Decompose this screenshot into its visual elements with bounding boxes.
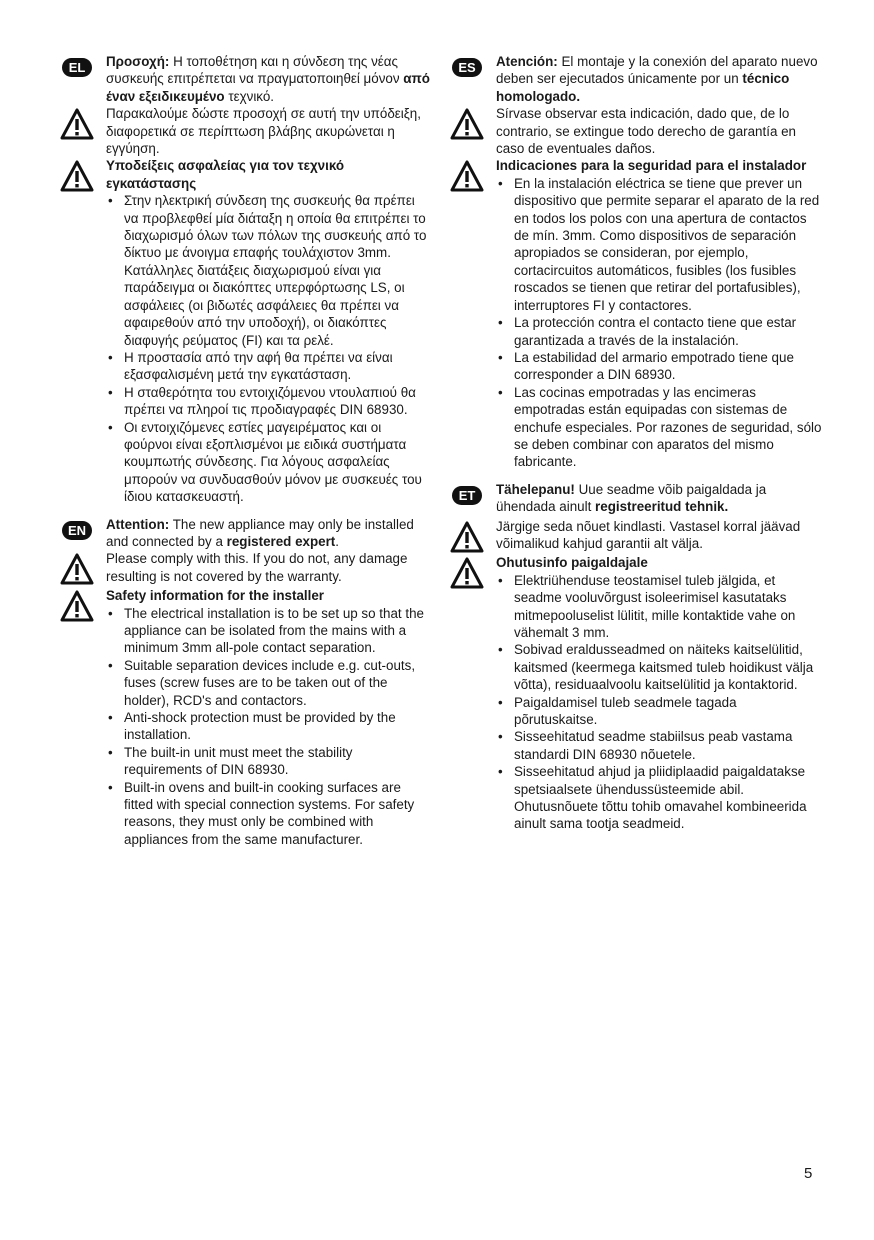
attention-en: Attention: The new appliance may only be installed and connected by a registered expert.	[106, 516, 414, 549]
list-item: • Sobivad eraldusseadmed on näiteks kaitselülitid, kaitsmed (keermega kaitsmed tuleb hoidikust välja võtta), residuaalvoolu kaitselülitid ja kontaktorid.	[496, 641, 822, 693]
list-item: • Suitable separation devices include e.g. cut-outs, fuses (screw fuses are to be taken out of the holder), RCD's and contactors.	[106, 657, 432, 709]
language-badge-es: ES	[452, 58, 482, 77]
right-column	[450, 53, 822, 833]
left-column	[60, 53, 432, 848]
list-item: • Las cocinas empotradas y las encimeras empotradas están equipadas con sistemas de enchufe especiales. Por razones de seguridad, sólo se deben combinar con aparatos del mismo fabricante.	[496, 384, 822, 471]
section-el	[60, 53, 432, 506]
list-item: • Στην ηλεκτρική σύνδεση της συσκευής θα πρέπει να προβλεφθεί μία διάταξη η οποία θα επιτρέπει το διαχωρισμό όλων των πόλων της συσκευής από το δίκτυο με άνοιγμα επαφής τουλάχιστον 3mm. Κατάλληλες διατάξεις διαχωρισμού είναι για παράδειγμα οι διακόπτες υπερφόρτωσης LS, οι ασφάλειες (οι βιδωτές ασφάλειες θα πρέπει να αφαιρεθούν από την υποδοχή), οι διακόπτες διαφυγής ρεύματος (FI) και τα ρελέ.	[106, 192, 432, 349]
safety-title-en: Safety information for the installer	[106, 588, 325, 604]
list-item: • La estabilidad del armario empotrado tiene que corresponder a DIN 68930.	[496, 349, 822, 384]
warning-triangle-icon	[450, 160, 484, 192]
language-badge-en: EN	[62, 521, 92, 540]
warning-triangle-icon	[450, 108, 484, 140]
list-item: • Sisseehitatud seadme stabiilsus peab vastama standardi DIN 68930 nõuetele.	[496, 728, 822, 763]
list-item: • Η προστασία από την αφή θα πρέπει να είναι εξασφαλισμένη μετά την εγκατάσταση.	[106, 349, 432, 384]
safety-title-es: Indicaciones para la seguridad para el instalador	[496, 158, 807, 174]
list-item: • Η σταθερότητα του εντοιχιζόμενου ντουλαπιού θα πρέπει να πληροί τις προδιαγραφές DIN 68930.	[106, 384, 432, 419]
safety-list-en	[106, 605, 432, 849]
list-item: • Elektriühenduse teostamisel tuleb jälgida, et seadme vooluvõrgust isoleerimisel kasutataks mitmepooluselist lülitit, mille kontaktide vahe on vähemalt 3 mm.	[496, 572, 822, 642]
language-badge-et: ET	[452, 486, 482, 505]
section-en	[60, 516, 432, 849]
page-number: 5	[804, 1165, 813, 1182]
attention-es: Atención: El montaje y la conexión del aparato nuevo deben ser ejecutados únicamente por un técnico homologado.	[496, 54, 818, 104]
warning-text-et: Järgige seda nõuet kindlasti. Vastasel korral jäävad võimalikud kahjud garantii alt välja.	[496, 518, 801, 551]
list-item: • Paigaldamisel tuleb seadmele tagada põrutuskaitse.	[496, 694, 822, 729]
list-item: • Anti-shock protection must be provided by the installation.	[106, 709, 432, 744]
warning-text-el: Παρακαλούμε δώστε προσοχή σε αυτή την υπόδειξη, διαφορετικά σε περίπτωση βλάβης ακυρώνεται η εγγύηση.	[106, 106, 421, 157]
attention-et: Tähelepanu! Uue seadme võib paigaldada ja ühendada ainult registreeritud tehnik.	[496, 481, 767, 515]
list-item: • The built-in unit must meet the stability requirements of DIN 68930.	[106, 744, 432, 779]
list-item: • Οι εντοιχιζόμενες εστίες μαγειρέματος και οι φούρνοι είναι εξοπλισμένοι με ειδικά συστήματα κουμπωτής σύνδεσης. Για λόγους ασφαλείας μπορούν να συνδυασθούν μόνον με συσκευές του ίδιου κατασκευαστή.	[106, 419, 432, 506]
warning-triangle-icon	[60, 108, 94, 140]
safety-list-es	[496, 175, 822, 471]
warning-triangle-icon	[450, 557, 484, 589]
safety-title-et: Ohutusinfo paigaldajale	[496, 555, 648, 571]
warning-text-es: Sírvase observar esta indicación, dado que, de lo contrario, se extingue todo derecho de garantía en caso de eventuales daños.	[496, 106, 797, 157]
warning-text-en: Please comply with this. If you do not, any damage resulting is not covered by the warranty.	[106, 551, 408, 584]
safety-title-el: Υποδείξεις ασφαλείας για τον τεχνικό εγκατάστασης	[106, 158, 345, 191]
section-es	[450, 53, 822, 471]
list-item: • La protección contra el contacto tiene que estar garantizada a través de la instalación.	[496, 314, 822, 349]
safety-list-el	[106, 192, 432, 505]
attention-el: Προσοχή: Η τοποθέτηση και η σύνδεση της νέας συσκευής επιτρέπεται να πραγματοποιηθεί μόνον από έναν εξειδικευμένο τεχνικό.	[106, 54, 430, 104]
safety-list-et	[496, 572, 822, 833]
language-badge-el: EL	[62, 58, 92, 77]
warning-triangle-icon	[60, 553, 94, 585]
list-item: • Sisseehitatud ahjud ja pliidiplaadid paigaldatakse spetsiaalsete ühendussüsteemide abil. Ohutusnõuete tõttu tohib omavahel kombineerida ainult sama tootja seadmeid.	[496, 763, 822, 833]
list-item: • Built-in ovens and built-in cooking surfaces are fitted with special connection systems. For safety reasons, they must only be combined with appliances from the same manufacturer.	[106, 779, 432, 849]
section-et	[450, 481, 822, 833]
list-item: • The electrical installation is to be set up so that the appliance can be isolated from the mains with a minimum 3mm all-pole contact separation.	[106, 605, 432, 657]
warning-triangle-icon	[60, 590, 94, 622]
warning-triangle-icon	[450, 521, 484, 553]
list-item: • En la instalación eléctrica se tiene que prever un dispositivo que permite separar el aparato de la red en todos los polos con una apertura de contactos de mín. 3mm. Como dispositivos de separación apropiados se consideran, por ejemplo, cortacircuitos automáticos, fusibles (los fusibles roscados se tienen que retirar del portafusibles), interruptores FI y contactores.	[496, 175, 822, 314]
warning-triangle-icon	[60, 160, 94, 192]
